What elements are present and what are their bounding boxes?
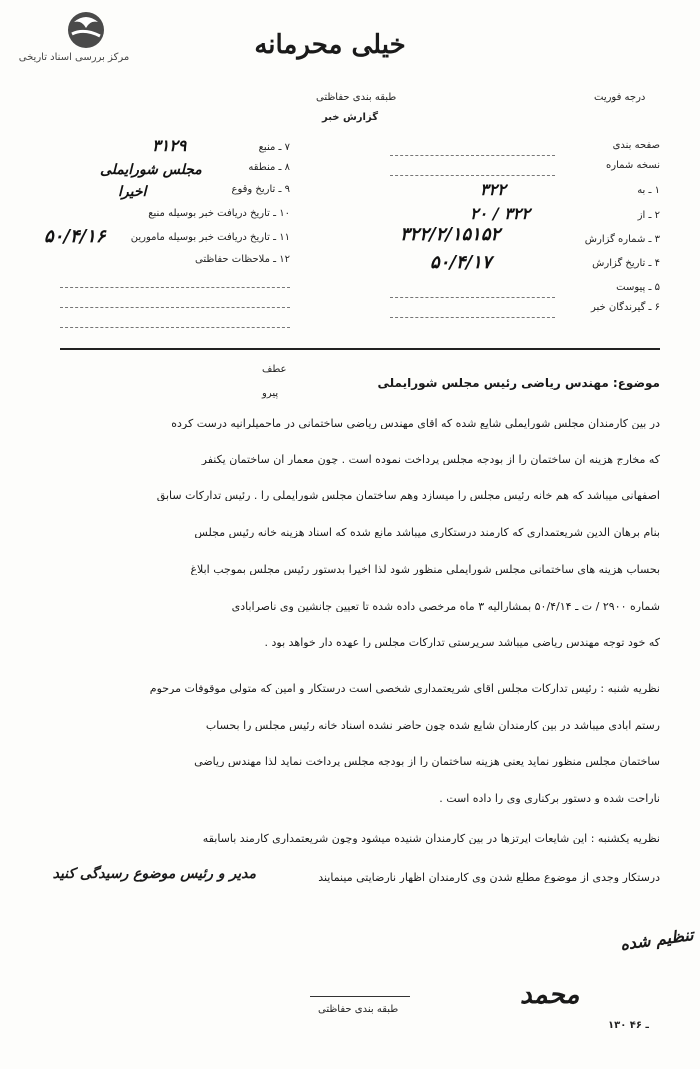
body-line: که خود توجه مهندس ریاضی میباشد سرپرستی تدارکات مجلس را عهده دار خواهد بود .: [264, 637, 660, 648]
classification-title: خیلی محرمانه: [254, 30, 406, 60]
left-field-label: ۱۲ ـ ملاحظات حفاظتی: [195, 254, 290, 265]
right-field-label: ۲ ـ از: [637, 210, 660, 221]
body-line: که مخارج هزینه آن ساختمان را از بودجه مجلس پرداخت نموده است . چون معمار آن ساختمان یکنفر: [201, 454, 660, 465]
right-field-value: ۳۲۲/۲/۱۵۱۵۲: [400, 224, 501, 245]
footer-classification: طبقه بندی حفاظتی: [318, 1004, 399, 1015]
body-line: بنام برهان الدین شریعتمداری که کارمند درستکاری میباشد مانع شده که اسناد هزینه خانه رئیس مجلس: [194, 527, 660, 538]
classification-subtitle: طبقه بندی حفاظتی: [316, 92, 397, 103]
handwritten-annotation: تنظیم شده: [619, 924, 695, 955]
right-field-label: ۶ ـ گیرندگان خبر: [590, 302, 660, 313]
left-field-value: ۳۱۲۹: [152, 136, 187, 155]
source-opinion-line: رستم آبادی میباشد در بین کارمندان شایع شده چون حاضر نشده اسناد خانه رئیس مجلس را بحساب: [205, 720, 660, 731]
body-line: در بین کارمندان مجلس شورایملی شایع شده که آقای مهندس ریاضی ساختمانی در ماحمیلرانیه درست کرده: [171, 418, 660, 429]
source-opinion-line: ناراحت شده و دستور برکناری وی را داده است .: [439, 793, 660, 804]
right-field-value: ۲۰ / ۳۲۲: [470, 204, 530, 223]
right-field-label: ۵ ـ پیوست: [616, 282, 660, 293]
office-opinion-line: نظریه یکشنبه : این شایعات اپرتزها در بین کارمندان شنیده میشود وچون شریعتمداری کارمند باسابقه: [202, 833, 660, 844]
left-field-value: ۵۰/۴/۱۶: [44, 226, 106, 247]
office-opinion-line: درستکار وجدی از موضوع مطلع شدن وی کارمندان اظهار نارضایتی مینمایند: [318, 872, 660, 883]
page-number: ۱۳۰ ـ ۴۶: [608, 1020, 649, 1031]
body-line: اصفهانی میباشد که هم خانه رئیس مجلس را میسازد وهم ساختمان مجلس شورایملی را . رئیس تدارکات سابق: [156, 490, 660, 501]
header-divider: [60, 348, 660, 350]
reference-label: عطف: [262, 364, 287, 375]
signature: محمد: [520, 980, 580, 1010]
right-field-value: ۵۰/۴/۱۷: [430, 252, 492, 273]
handwritten-note: مدیر و رئیس موضوع رسیدگی کنید: [52, 866, 256, 882]
right-field-label: ۴ ـ تاریخ گزارش: [592, 258, 660, 269]
subject-line: موضوع: مهندس ریاضی رئیس مجلس شورایملی: [377, 376, 660, 390]
source-opinion-line: نظریه شنبه : رئیس تدارکات مجلس آقای شریعتمداری شخصی است درستکار و امین که متولی موقوفات مرحوم: [149, 683, 660, 694]
source-opinion-line: ساختمان مجلس منظور نماید یعنی هزینه ساختمان را از بودجه مجلس پرداخت نماید لذا مهندس ریاضی: [194, 756, 660, 767]
left-field-label: ۹ ـ تاریخ وقوع: [231, 184, 290, 195]
followup-label: پیرو: [262, 388, 279, 399]
right-field-label: ۱ ـ به: [637, 185, 660, 196]
left-field-label: ۱۰ ـ تاریخ دریافت خبر بوسیله منبع: [148, 208, 290, 219]
left-field-value: اخیرا: [118, 184, 147, 200]
right-field-label: ۳ ـ شماره گزارش: [584, 234, 660, 245]
left-field-label: ۸ ـ منطقه: [248, 162, 290, 173]
archive-logo-text: مرکز بررسی اسناد تاریخی: [18, 52, 130, 63]
report-label: گزارش خبر: [322, 112, 379, 123]
left-field-label: ۱۱ ـ تاریخ دریافت خبر بوسیله مامورین: [130, 232, 290, 243]
right-field-label: نسخه شماره: [606, 160, 660, 171]
stamp-scribble: [310, 982, 410, 997]
right-field-label: صفحه بندی: [612, 140, 660, 151]
body-line: بحساب هزینه های ساختمانی مجلس شورایملی منظور شود لذا اخیرا بدستور رئیس مجلس بموجب ابلاغ: [190, 564, 660, 575]
left-field-label: ۷ ـ منبع: [258, 142, 290, 153]
urgency-label: درجه فوریت: [594, 92, 646, 103]
left-field-value: مجلس شورایملی: [100, 162, 202, 178]
right-field-value: ۳۲۲: [480, 180, 506, 199]
body-line: شماره ۲۹۰۰ / ت ـ ۵۰/۴/۱۴ بمشارالیه ۳ ماه مرخصی داده شده تا تعیین جانشین وی ناصرآبادی: [231, 601, 660, 612]
